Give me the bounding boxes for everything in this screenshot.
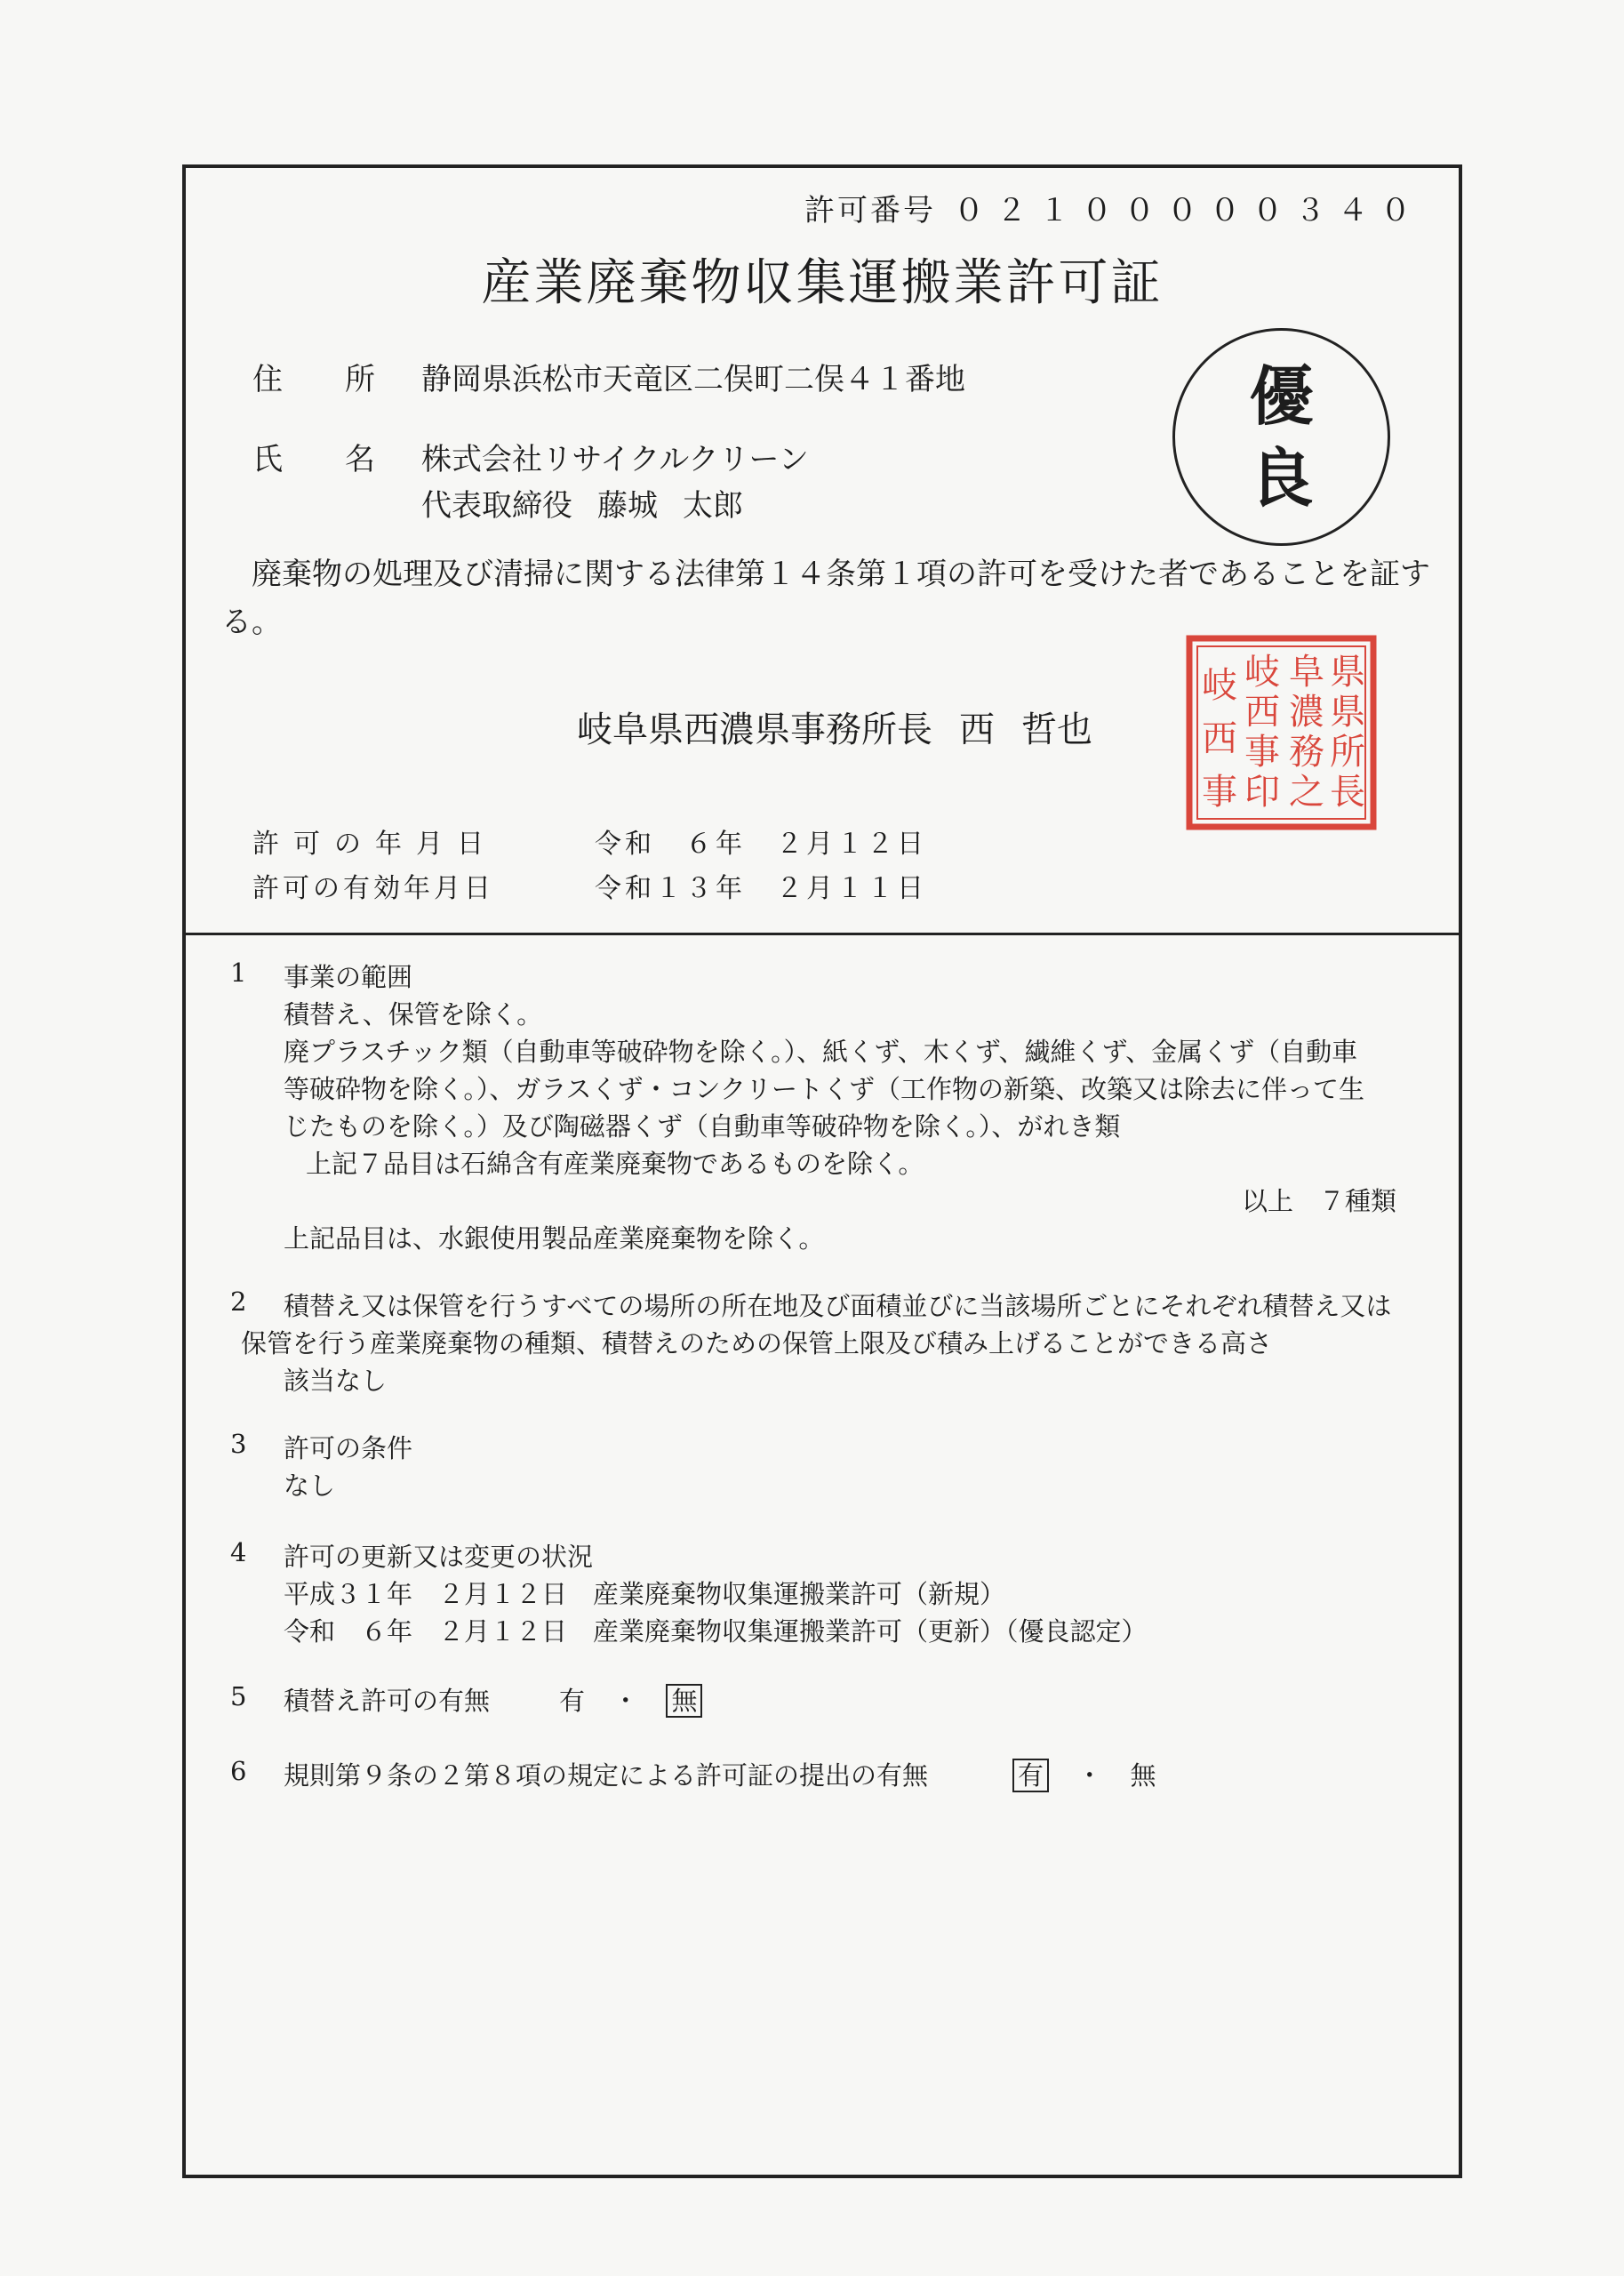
- permit-number-value: ０２１０００００３４０: [954, 193, 1423, 228]
- svg-text:県: 県: [1330, 652, 1365, 693]
- section-4-row: 令和 ６年 ２月１２日 産業廃棄物収集運搬業許可（更新）（優良認定）: [284, 1616, 1148, 1647]
- section-divider: [186, 933, 1459, 935]
- section-2-heading: 積替え又は保管を行うすべての場所の所在地及び面積並びに当該場所ごとにそれぞれ積替え又は: [284, 1291, 1392, 1321]
- svg-text:事: 事: [1202, 772, 1237, 813]
- section-1-line: じたものを除く。）及び陶磁器くず（自動車等破砕物を除く。）、がれき類: [284, 1111, 1121, 1142]
- name-label: 氏 名: [252, 442, 375, 477]
- representative: 代表取締役 藤城 太郎: [421, 488, 743, 524]
- section-6-heading: 規則第９条の２第８項の規定による許可証の提出の有無: [284, 1760, 929, 1791]
- section-1-line: 廃プラスチック類（自動車等破砕物を除く。）、紙くず、木くず、繊維くず、金属くず（自動車: [284, 1037, 1358, 1067]
- section-1-line: 積替え、保管を除く。: [284, 999, 543, 1030]
- section-5-number: 5: [230, 1681, 247, 1711]
- section-4-number: 4: [230, 1537, 247, 1567]
- svg-text:事: 事: [1244, 732, 1280, 773]
- svg-text:所: 所: [1330, 732, 1365, 773]
- permit-date-label: 許可の年月日: [252, 829, 498, 860]
- svg-text:岐: 岐: [1202, 665, 1237, 706]
- page-title: 産業廃棄物収集運搬業許可証: [481, 254, 1164, 312]
- svg-text:長: 長: [1330, 772, 1365, 813]
- official-seal-icon: [1186, 635, 1377, 830]
- section-1-line: 上記７品目は石綿含有産業廃棄物であるものを除く。: [306, 1149, 924, 1179]
- permit-date-value: 令和 ６年 ２月１２日: [595, 829, 927, 860]
- certification-statement: 廃棄物の処理及び清掃に関する法律第１４条第１項の許可を受けた者であることを証する。: [221, 557, 1430, 640]
- svg-text:西: 西: [1202, 718, 1237, 759]
- svg-text:県: 県: [1330, 692, 1365, 733]
- section-2-value: 該当なし: [284, 1366, 388, 1396]
- svg-text:務: 務: [1289, 732, 1324, 773]
- section-2-heading: 保管を行う産業廃棄物の種類、積替えのための保管上限及び積み上げることができる高さ: [241, 1328, 1273, 1358]
- issuer: 岐阜県西濃県事務所長 西 哲也: [577, 709, 1092, 750]
- permit-certificate: [182, 164, 1462, 2178]
- section-1-line: 等破砕物を除く。）、ガラスくず・コンクリートくず（工作物の新築、改築又は除去に伴って生: [284, 1074, 1364, 1104]
- section-1-line: 上記品目は、水銀使用製品産業廃棄物を除く。: [284, 1223, 825, 1254]
- section-3-value: なし: [284, 1471, 336, 1501]
- section-3-heading: 許可の条件: [284, 1433, 413, 1463]
- svg-text:阜: 阜: [1289, 652, 1324, 693]
- section-5-options: 有 ・ 無: [559, 1681, 702, 1718]
- address-label: 住 所: [252, 362, 375, 397]
- valid-date-label: 許可の有効年月日: [252, 873, 494, 904]
- section-5-heading: 積替え許可の有無: [284, 1686, 491, 1716]
- permit-number: [804, 186, 1423, 229]
- option-yes-selected: 有: [1012, 1759, 1049, 1792]
- section-2-number: 2: [230, 1286, 247, 1317]
- address-value: 静岡県浜松市天竜区二俣町二俣４１番地: [421, 362, 965, 397]
- section-6-options: 有 ・ 無: [1012, 1756, 1156, 1792]
- section-4-heading: 許可の更新又は変更の状況: [284, 1542, 594, 1572]
- option-no: 無: [1130, 1760, 1156, 1791]
- svg-text:之: 之: [1289, 772, 1324, 813]
- option-yes: 有: [559, 1686, 586, 1716]
- section-1-number: 1: [230, 958, 247, 988]
- svg-text:印: 印: [1244, 772, 1280, 813]
- section-3-number: 3: [230, 1429, 247, 1459]
- svg-text:岐: 岐: [1244, 652, 1280, 693]
- permit-number-label: 許可番号: [804, 193, 936, 228]
- svg-text:濃: 濃: [1289, 692, 1324, 733]
- company-name: 株式会社リサイクルクリーン: [421, 442, 809, 477]
- section-6-number: 6: [230, 1756, 247, 1786]
- option-no-selected: 無: [666, 1684, 702, 1718]
- svg-text:西: 西: [1244, 692, 1280, 733]
- section-4-row: 平成３１年 ２月１２日 産業廃棄物収集運搬業許可（新規）: [284, 1579, 1006, 1609]
- section-1-heading: 事業の範囲: [284, 962, 413, 992]
- valid-date-value: 令和１３年 ２月１１日: [595, 873, 927, 904]
- yuryo-badge: 優 良: [1172, 328, 1390, 546]
- section-1-total: 以上 ７種類: [1241, 1186, 1396, 1216]
